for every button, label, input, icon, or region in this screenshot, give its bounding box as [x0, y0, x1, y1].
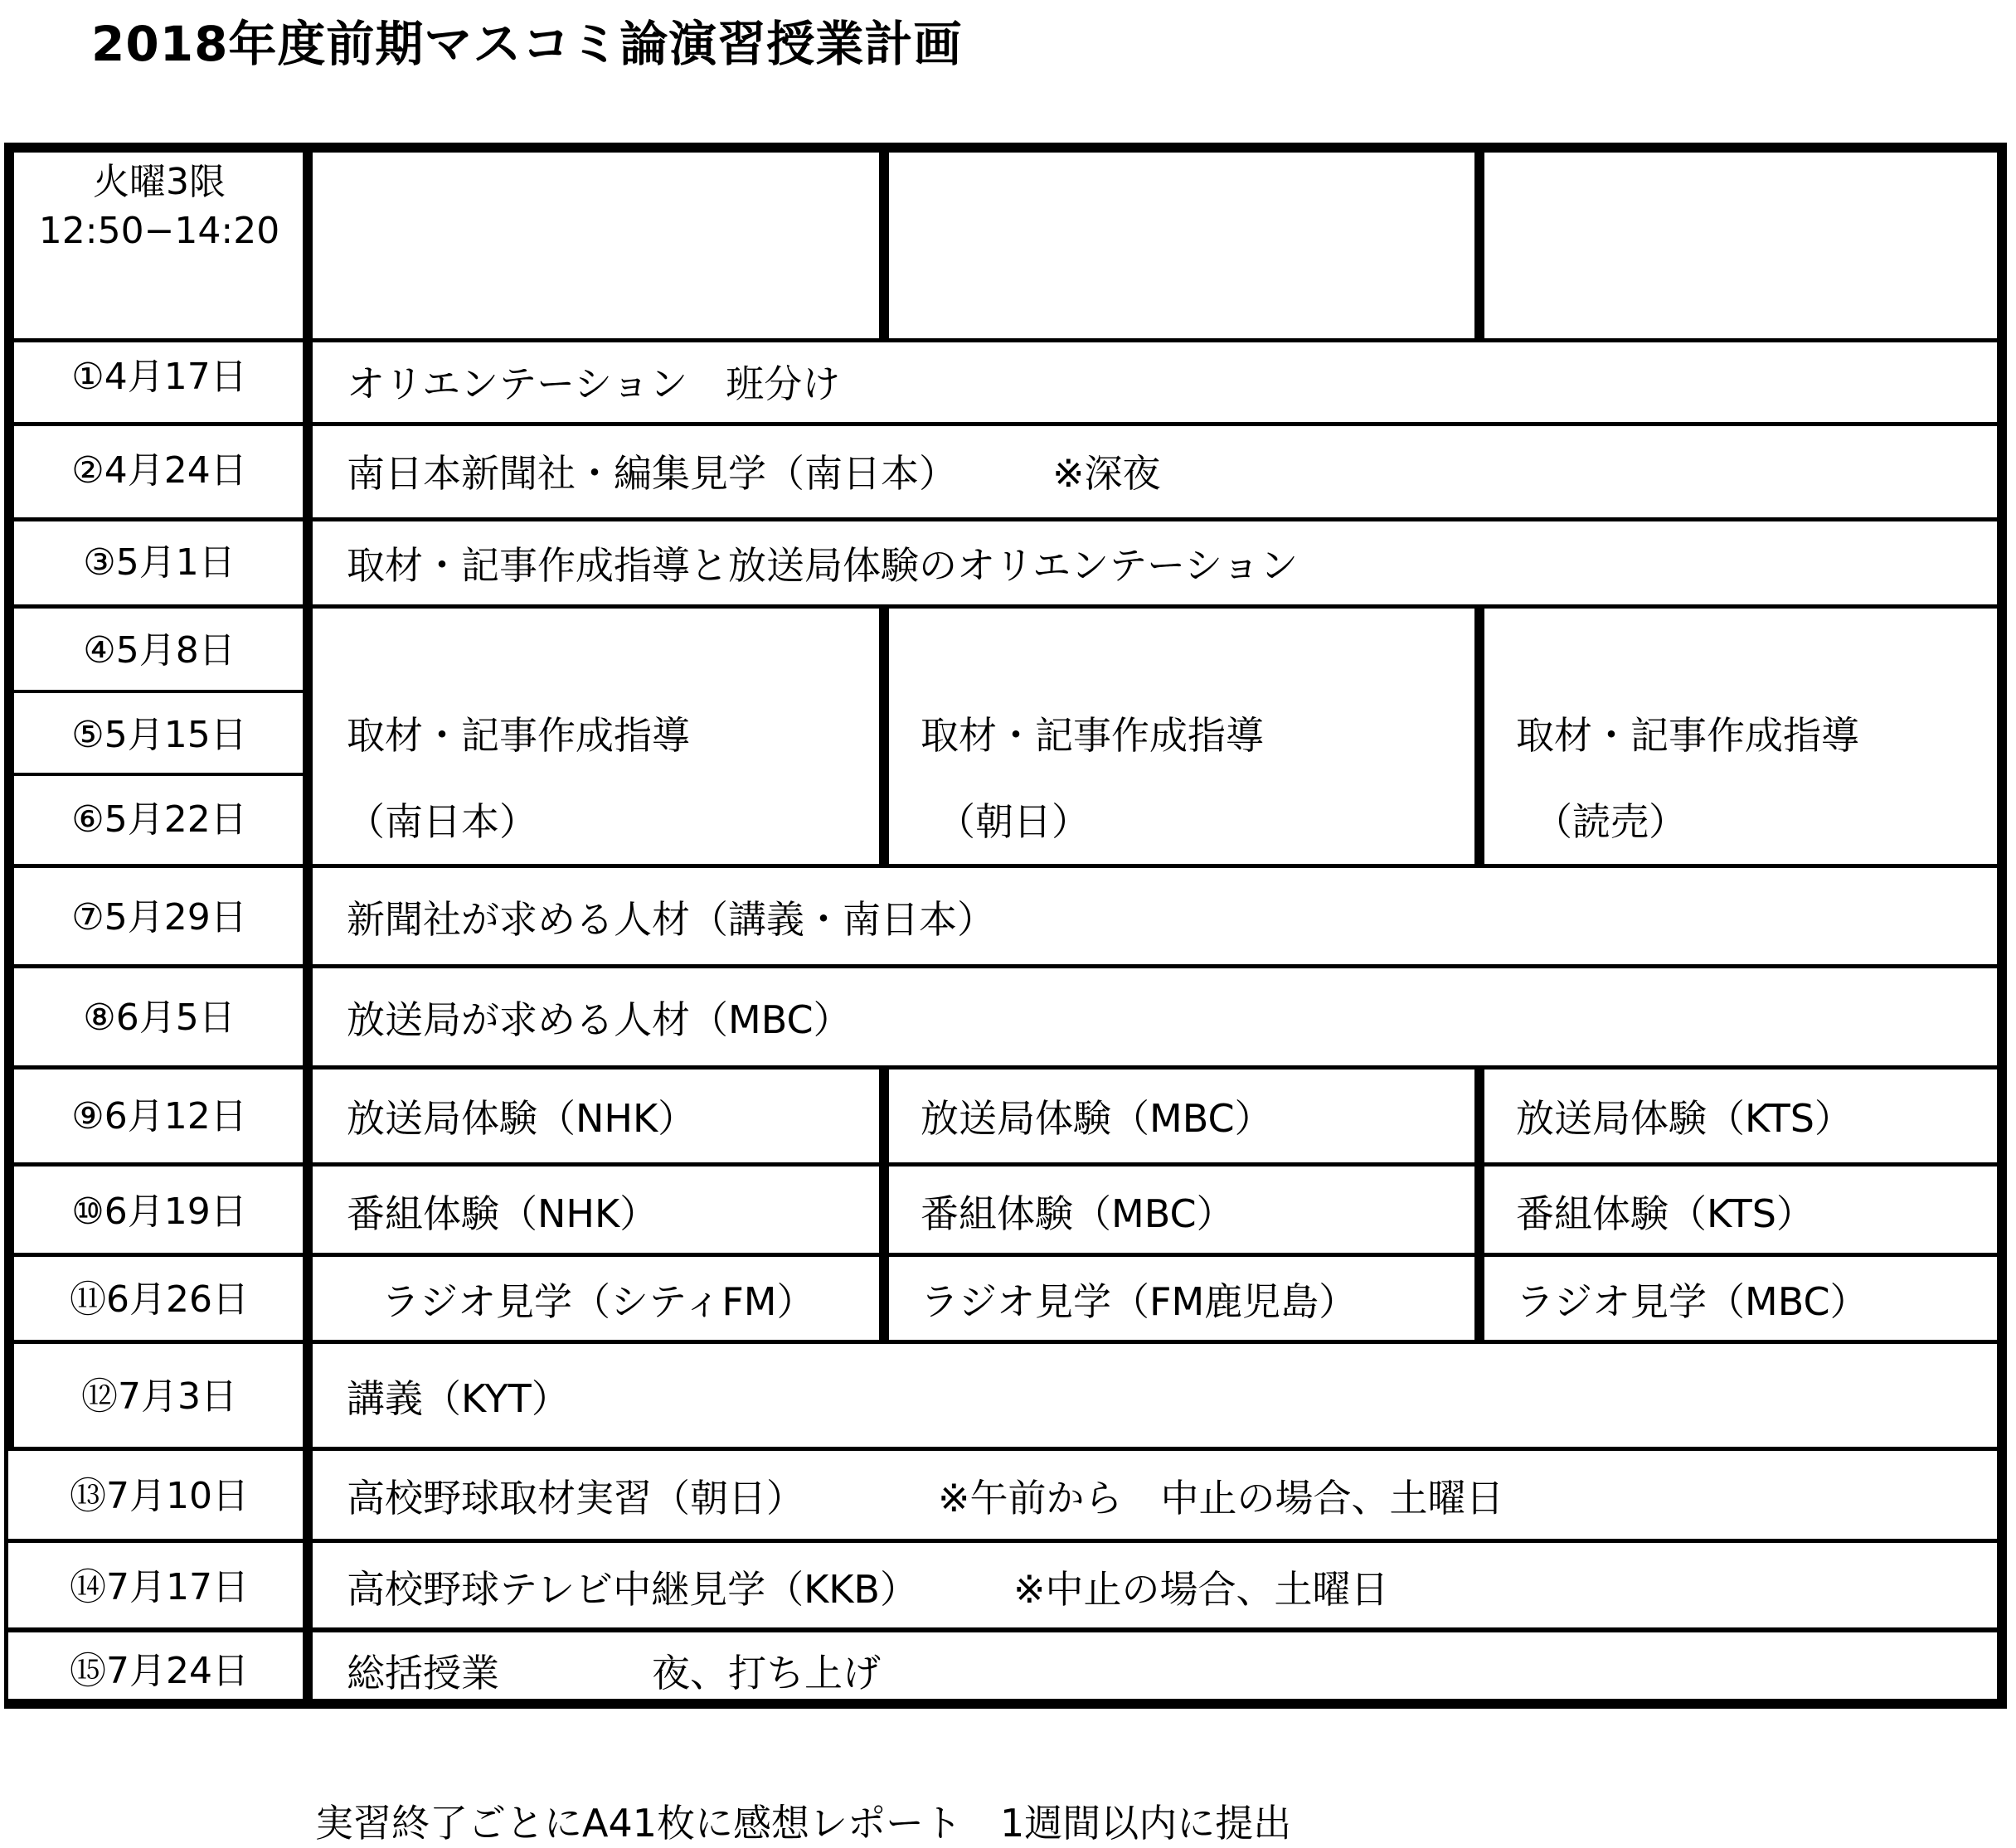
row-cell: 高校野球取材実習（朝日） ※午前から 中止の場合、土曜日: [347, 1476, 1504, 1521]
header-cell: [14, 158, 304, 256]
row-cell: ラジオ見学（FM鹿児島）: [921, 1279, 1358, 1324]
row-date: ⑥5月22日: [71, 798, 247, 841]
row-date: ①4月17日: [71, 356, 247, 398]
row-date: ⑤5月15日: [71, 714, 247, 756]
row-divider: [4, 517, 2007, 521]
column-divider: [879, 1068, 889, 1341]
row-date: ⑦5月29日: [71, 896, 247, 939]
row-cell: 放送局体験（KTS）: [1516, 1096, 1853, 1141]
footer-note: 実習終了ごとにA41枚に感想レポート 1週間以内に提出: [315, 1801, 1292, 1846]
row-date: ③5月1日: [83, 541, 236, 584]
row-divider: [4, 1340, 2007, 1344]
row-date: ⑭7月17日: [70, 1566, 249, 1608]
row-cell: （朝日）: [937, 799, 1090, 844]
row-divider: [4, 1065, 2007, 1070]
row-date: ②4月24日: [71, 449, 247, 492]
row-date: ⑫7月3日: [81, 1375, 237, 1418]
row-date: ⑨6月12日: [71, 1095, 247, 1137]
row-cell: 講義（KYT）: [347, 1376, 570, 1421]
row-divider: [4, 422, 2007, 426]
row-cell: 総括授業 夜、打ち上げ: [347, 1651, 881, 1695]
row-cell: 放送局体験（MBC）: [921, 1096, 1273, 1141]
column-divider: [1474, 606, 1484, 866]
row-divider: [4, 864, 2007, 868]
row-divider: [4, 773, 307, 776]
column-divider: [879, 606, 889, 866]
row-divider: [4, 1447, 2007, 1451]
column-divider: [1474, 1068, 1484, 1341]
row-divider: [4, 1539, 2007, 1543]
header-time: 12:50−14:20: [38, 210, 280, 253]
row-cell: 番組体験（KTS）: [1516, 1191, 1814, 1236]
row-date: ④5月8日: [83, 629, 236, 672]
row-cell: ラジオ見学（MBC）: [1516, 1279, 1868, 1324]
header-day-period: 火曜3限: [93, 161, 226, 203]
row-cell: 新聞社が求める人材（講義・南日本）: [347, 897, 995, 942]
row-divider: [4, 1253, 2007, 1257]
row-cell: 取材・記事作成指導: [1516, 713, 1859, 758]
row-cell: 放送局体験（NHK）: [347, 1096, 697, 1141]
row-date: ⑧6月5日: [83, 997, 236, 1039]
row-cell: 番組体験（MBC）: [921, 1191, 1235, 1236]
row-cell: 取材・記事作成指導: [921, 713, 1264, 758]
row-date: ⑬7月10日: [70, 1475, 249, 1517]
row-date: ⑮7月24日: [70, 1650, 249, 1692]
page-title: 2018年度前期マスコミ論演習授業計画: [91, 16, 963, 72]
row-divider: [4, 604, 2007, 609]
row-cell: オリエンテーション 班分け: [347, 361, 841, 406]
column-divider: [879, 143, 889, 340]
row-date: ⑩6月19日: [71, 1191, 247, 1233]
row-cell: 番組体験（NHK）: [347, 1191, 658, 1236]
row-cell: 放送局が求める人材（MBC）: [347, 997, 852, 1042]
row-cell: 取材・記事作成指導と放送局体験のオリエンテーション: [347, 543, 1299, 588]
row-divider: [4, 964, 2007, 968]
row-cell: （南日本）: [347, 799, 537, 844]
row-cell: 高校野球テレビ中継見学（KKB） ※中止の場合、土曜日: [347, 1567, 1389, 1612]
row-cell: 取材・記事作成指導: [347, 713, 690, 758]
row-date: ⑪6月26日: [70, 1278, 249, 1321]
row-divider: [4, 1162, 2007, 1167]
row-divider: [4, 1627, 2007, 1632]
row-divider: [4, 690, 307, 693]
table-left-border-lower: [4, 1448, 8, 1709]
column-divider: [1474, 143, 1484, 340]
row-divider: [4, 338, 2007, 342]
row-cell: ラジオ見学（シティFM）: [381, 1279, 815, 1324]
row-cell: 南日本新聞社・編集見学（南日本） ※深夜: [347, 451, 1161, 496]
row-cell: （読売）: [1534, 799, 1687, 844]
